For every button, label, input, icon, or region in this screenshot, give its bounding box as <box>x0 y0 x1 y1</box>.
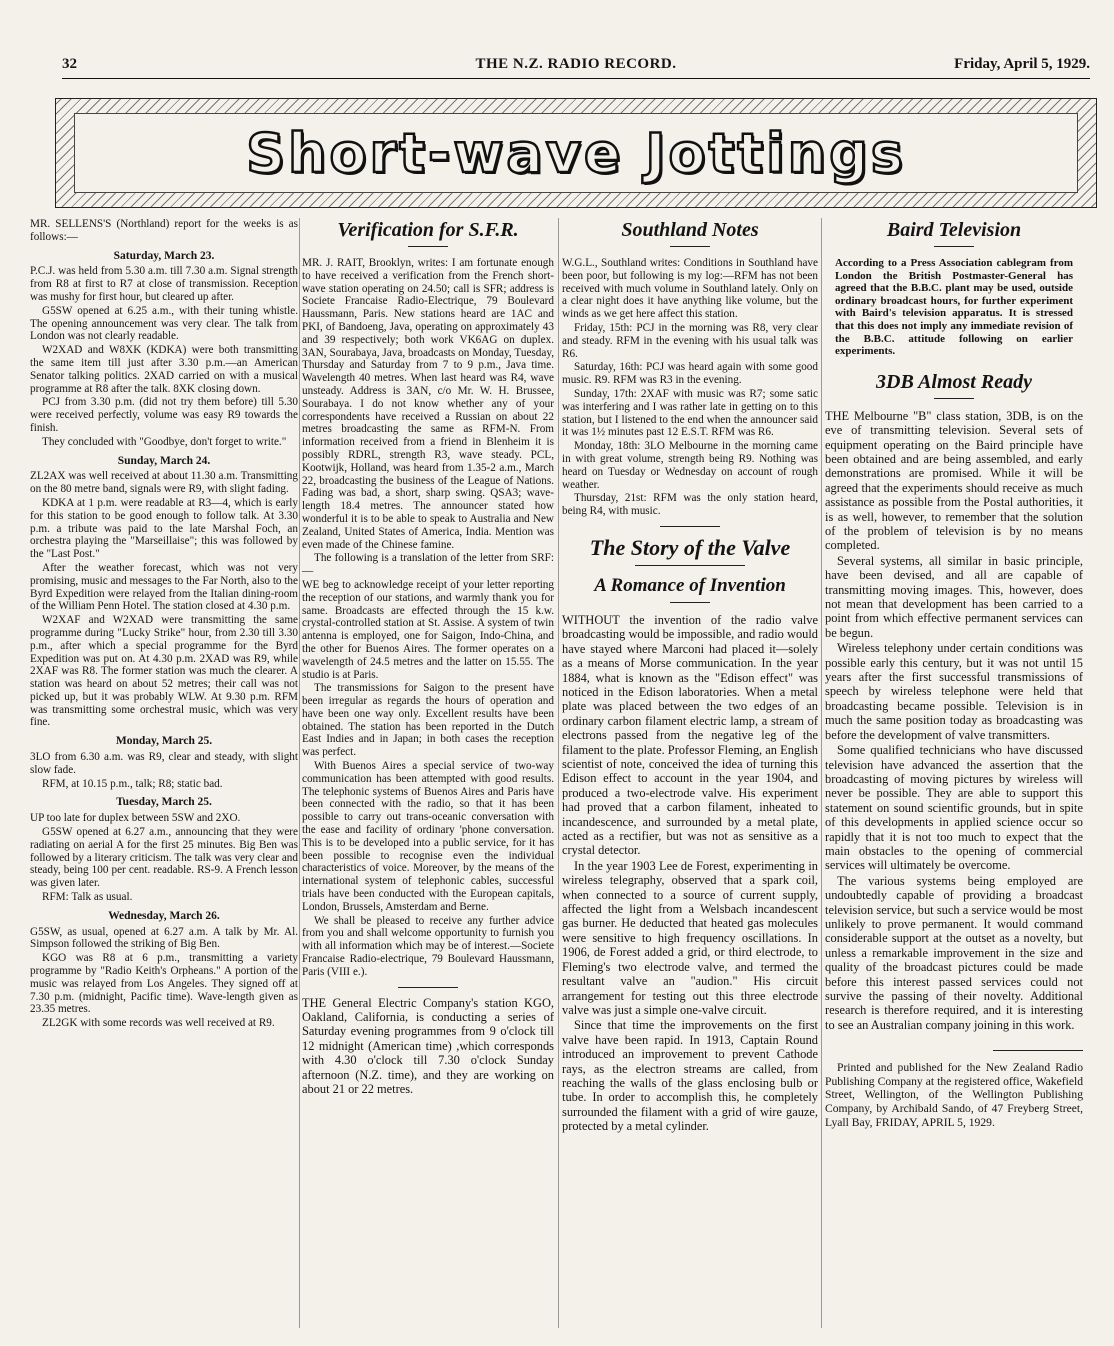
paragraph: G5SW, as usual, opened at 6.27 a.m. A talk by Mr. Al. Simpson followed the striking of Big Ben. <box>30 925 298 951</box>
date-heading: Monday, March 25. <box>115 735 213 748</box>
paragraph: W.G.L., Southland writes: Conditions in Southland have been poor, but following is my log:—RFM has not been received with much volume in Southland lately. Only on a clear night does it have anything like volume, but the winds as we get here affect this station. <box>562 257 818 321</box>
issue-date: Friday, April 5, 1929. <box>954 56 1090 72</box>
article-heading: 3DB Almost Ready <box>876 370 1032 393</box>
column-rule <box>821 218 822 1328</box>
column-rule <box>558 218 559 1328</box>
paragraph: WITHOUT the invention of the radio valve broadcasting would be impossible, and radio would have stayed where Marconi had placed it—solely as a means of Morse communication. In the year 1884, what is known as the "Edison effect" was noticed in the Edison laboratories. When a metal plate was placed between the two edges of an ordinary carbon filament electric lamp, a stream of electrons passed from the negative leg of the filament to the plate. Professor Fleming, an English scientist of note, conceived the idea of turning this Edison effect to account in the year 1904, and produced a two-electrode valve. His experiment had proved that a carbon filament, inheated to incandescence, and surrounded by a metal plate, acted as a rectifier, but was not as sensitive as a crystal detector. <box>562 612 818 858</box>
heading-rule <box>408 246 448 247</box>
paragraph: RFM, at 10.15 p.m., talk; R8; static bad. <box>42 777 223 790</box>
imprint-rule <box>993 1050 1083 1051</box>
paragraph: ZL2GK with some records was well received at R9. <box>42 1017 275 1030</box>
running-head <box>62 54 1090 79</box>
report-intro: MR. SELLENS'S (Northland) report for the weeks is as follows:— <box>30 218 298 243</box>
masthead-title: Short-wave Jottings <box>246 121 906 185</box>
date-heading: Saturday, March 23. <box>113 249 215 262</box>
paragraph: W2XAD and W8XK (KDKA) were both transmitting the same item till just after 3.30 p.m.—an American Senator talking politics. 2XAD carried on with a musical programme at R8 after the talk. 8XK closing down. <box>30 344 298 395</box>
article-subheading: A Romance of Invention <box>594 574 786 596</box>
column-verification <box>302 218 554 1097</box>
article-heading: Baird Television <box>886 219 1022 241</box>
heading-rule <box>934 398 974 399</box>
paragraph: Since that time the improvements on the first valve have been rapid. In 1913, Captain Round introduced an improvement to prevent Cathode rays, as the electron streams are called, from reaching the walls of the glass enclosing bulb or tube. In order to accomplish this, he completely surrounded the filament with a grid of wire gauze, protected by a metal cylinder. <box>562 1018 818 1134</box>
paragraph: RFM: Talk as usual. <box>42 891 133 904</box>
paragraph: UP too late for duplex between 5SW and 2XO. <box>30 812 241 825</box>
paragraph: With Buenos Aires a special service of two-way communication has been attempted with good results. The telephonic systems of Buenos Aires and Paris have been connected with the radio, so that it has been possible to carry out trans-oceanic conversation with the ease and facility of ordinary 'phone conversation. This is to be developed into a public service, for it has been possible to recognise even the individual characteristics of voice. Moreover, by the means of the international system of telephonic cables, successful trials have been conducted with the European capitals, London, Brussels, Amsterdam and Berne. <box>302 760 554 913</box>
paragraph: In the year 1903 Lee de Forest, experimenting in wireless telegraphy, observed that a spark coil, when connected to a source of current supply, affected the light from a Welsbach incandescent gas burner. He deducted that heated gas molecules were sensitive to high frequency oscillations. In 1906, de Forest added a grid, or third electrode, to Fleming's two electrode valve, and termed the resultant valve an "audion." His circuit arrangement for testing out this three electrode valve was just a simple one-valve circuit. <box>562 858 818 1017</box>
paragraph: 3LO from 6.30 a.m. was R9, clear and steady, with slight slow fade. <box>30 751 298 776</box>
paragraph: KDKA at 1 p.m. were readable at R3—4, which is early for this station to be good enough to follow talk. At 3.30 p.m. a tribute was paid to the late Marshal Foch, an orchestra playing the "Marseillaise"; this was followed by the "Last Post." <box>30 496 298 561</box>
separator-rule <box>660 526 720 527</box>
paragraph: G5SW opened at 6.27 a.m., announcing that they were radiating on aerial A for the first 25 minutes. Big Ben was followed by a literary criticism. The talk was very clear and steady, being 100 per cent. readable. RS-9. A French lesson was given later. <box>30 826 298 890</box>
page-number: 32 <box>62 56 77 72</box>
imprint: Printed and published for the New Zealand Radio Publishing Company at the registered office, Wakefield Street, Wellington, of the Wellington Publishing Company, by Archibald Sando, of 47 Freyberg Street, Lyall Bay, FRIDAY, APRIL 5, 1929. <box>825 1061 1083 1129</box>
column-southland <box>562 218 818 1135</box>
heading-rule <box>934 246 974 247</box>
paragraph: G5SW opened at 6.25 a.m., with their tuning whistle. The opening announcement was very clear. The talk from London was not clearly readable. <box>30 304 298 343</box>
paragraph: ZL2AX was well received at about 11.30 a.m. Transmitting on the 80 metre band, signals were R9, with slight fading. <box>30 470 298 496</box>
paragraph: We shall be pleased to receive any further advice from you and shall welcome opportunity to furnish you with all information which may be of interest.—Societe Francaise Radio-electrique, 79 Boulevard Haussmann, Paris (VIII e.). <box>302 914 554 978</box>
column-northland-report <box>30 218 298 1031</box>
paragraph: THE Melbourne "B" class station, 3DB, is on the eve of transmitting television. Several sets of equipment operating on the Baird principle have been obtained and are being assembled, and early demonstrations are promised. While it will be agreed that the experiments should receive as much assistance as possible from the Postal authorities, it is as well, however, to remember that the solution of the problem of television is by no means completed. <box>825 408 1083 553</box>
paragraph: KGO was R8 at 6 p.m., transmitting a variety programme by "Radio Keith's Orpheans." A portion of the music was relayed from Los Angeles. They signed off at 7.30 p.m. (midnight, Pacific time). Wave-length given as 23.35 metres. <box>30 952 298 1016</box>
paragraph: P.C.J. was held from 5.30 a.m. till 7.30 a.m. Signal strength from R8 at first to R7 at close of transmission. Reception was mushy for first hour, but cleared up after. <box>30 265 298 303</box>
article-heading: Southland Notes <box>621 219 759 241</box>
paragraph: They concluded with "Goodbye, don't forget to write." <box>42 435 287 448</box>
separator-rule <box>398 987 458 988</box>
paragraph: After the weather forecast, which was not very promising, music and messages to the Far North, also to the Byrd Expedition were relayed from the Italian dining-room of the William Penn Hotel. The station closed at 4.30 p.m. <box>30 561 298 613</box>
paragraph: The transmissions for Saigon to the present have been irregular as regards the hours of operation and have been one way only. Excellent results have been obtained. The station has been reported in the Dutch East Indies and in Japan; in both cases the reception was perfect. <box>302 682 554 759</box>
kgo-paragraph: THE General Electric Company's station KGO, Oakland, California, is conducting a series of Saturday evening programmes from 9 o'clock till 12 midnight (American time) ,which corresponds with 4.30 o'clock till 7.30 o'clock Sunday afternoon (N.Z. time), and they are working on about 21 or 22 metres. <box>302 995 554 1097</box>
date-heading: Sunday, March 24. <box>117 454 211 467</box>
date-heading: Tuesday, March 25. <box>116 796 212 809</box>
paragraph: The following is a translation of the letter from SRF:— <box>302 552 554 578</box>
article-heading: The Story of the Valve <box>589 534 791 560</box>
paragraph: Friday, 15th: PCJ in the morning was R8, very clear and steady. RFM in the evening with his usual talk was R6. <box>562 321 818 360</box>
column-rule <box>299 218 300 1328</box>
paragraph: Some qualified technicians who have discussed television have advanced the assertion that the broadcasting of moving pictures by wireless will never be possible. They are able to support this statement on sound scientific grounds, but in spite of this developments in applied science occur so rapidly that it is not too much to expect that the main obstacles to the opening of commercial services will ultimately be overcome. <box>825 743 1083 873</box>
paragraph: PCJ from 3.30 p.m. (did not try them before) till 5.30 were received perfectly, volume was easy R9 towards the finish. <box>30 396 298 434</box>
article-heading: Verification for S.F.R. <box>337 219 519 241</box>
paragraph: The various systems being employed are undoubtedly capable of providing a broadcast television service, but such a service would be most unlikely to prove permanent. It would command considerable support at the outset as a novelty, but unless a remarkable improvement in the size and quality of the broadcast pictures could be made before this interest passed services could not survive the passing of their novelty. Additional research is therefore required, and it is interesting to see an Australian company joining in this work. <box>825 873 1083 1032</box>
paragraph: Thursday, 21st: RFM was the only station heard, being R4, with music. <box>562 492 818 518</box>
heading-rule <box>670 246 710 247</box>
heading-rule <box>635 565 745 566</box>
column-television <box>825 218 1083 1130</box>
masthead-frame <box>55 98 1097 208</box>
masthead-panel <box>74 113 1078 193</box>
publication-title: THE N.Z. RADIO RECORD. <box>475 56 677 72</box>
paragraph: W2XAF and W2XAD were transmitting the same programme during "Lucky Strike" hour, from 2.30 till 3.30 p.m., after which a special programme for the Byrd Expedition was put on. At 4.30 p.m. 2XAD was R9, while 2XAF was R8. The former station was much the clearer. A station was heard on about 52 metres; their call was not picked up, but it was probably WLW. At 9.30 p.m. RFM was transmitting some orchestral music, which was very fine. <box>30 614 298 729</box>
paragraph: WE beg to acknowledge receipt of your letter reporting the reception of our stations, and warmly thank you for same. Broadcasts are effected through the 15 k.w. crystal-controlled station at St. Assise. A system of twin antenna is employed, one for Saigon, Indo-China, and the other for Buenos Aires. The former operates on a wavelength of 24.5 metres and the latter on 15.55. The studio is at Paris. <box>302 578 554 681</box>
paragraph: Monday, 18th: 3LO Melbourne in the morning came in with great volume, strength being R9. Nothing was heard on Tuesday or Wednesday on account of rough weather. <box>562 440 818 491</box>
date-heading: Wednesday, March 26. <box>108 909 220 922</box>
lede-paragraph: According to a Press Association cablegram from London the British Postmaster-General has agreed that the B.B.C. plant may be used, outside ordinary broadcast hours, for further experiment with Baird's television apparatus. It is stressed that this does not imply any immediate revision of the B.B.C. attitude following on earlier experiments. <box>835 257 1073 358</box>
paragraph: Several systems, all similar in basic principle, have been devised, and all are capable of transmitting moving images. This, however, does not mean that development has been carried to a point from which effective permanent services can be begun. <box>825 553 1083 640</box>
heading-rule <box>670 602 710 603</box>
paragraph: MR. J. RAIT, Brooklyn, writes: I am fortunate enough to have received a verification from the French short-wave station operating on 24.50; call is SFR; address is Societe Francaise Radio-Electrique, 79 Boulevard Haussmann, Paris. New stations heard are 1AC and PKI, of Bandoeng, Java, operating on approximately 43 and 39 respectively; both work VK6AG on duplex. 3AN, Sourabaya, Java, broadcasts on Monday, Tuesday, Thursday and Saturday from 7 to 9 p.m., Java time. Wavelength 40 metres. When last heard was R4, wave unsteady. Address is 3AN, c/o Mr. W. H. Brussee, Sourabaya. I do not know whether any of your correspondents have received a Russian on about 22 metres broadcasting the same as RFM-N. From information received from a friend in Blenheim it is possibly RDRL, strength R3, wave steady. PCL, Kootwijk, Holland, was heard from 1.35-2 a.m., March 22, broadcasting the business of the League of Nations. Fading was bad, a short, sharp swing. QSA3; wave-length 18.4 metres. The announcer stated how wonderful it is to be able to speak to Australia and New Zealand, United States of America, India. Mention was even made of the Chinese famine. <box>302 257 554 551</box>
paragraph: Wireless telephony under certain conditions was possible early this century, but it was not until 15 years after the first successful transmissions of speech by wireless telephone were held that broadcasting became possible. Television is in much the same position today as broadcasting was before the development of valve transmitters. <box>825 641 1083 742</box>
paragraph: Saturday, 16th: PCJ was heard again with some good music. R9. RFM was R3 in the evening. <box>562 361 818 387</box>
paragraph: Sunday, 17th: 2XAF with music was R7; some satic was interfering and I was rather late in getting on to this station, but I listened to the end when the announcer said it was 1½ minutes past 12 E.S.T. RFM was R6. <box>562 387 818 439</box>
